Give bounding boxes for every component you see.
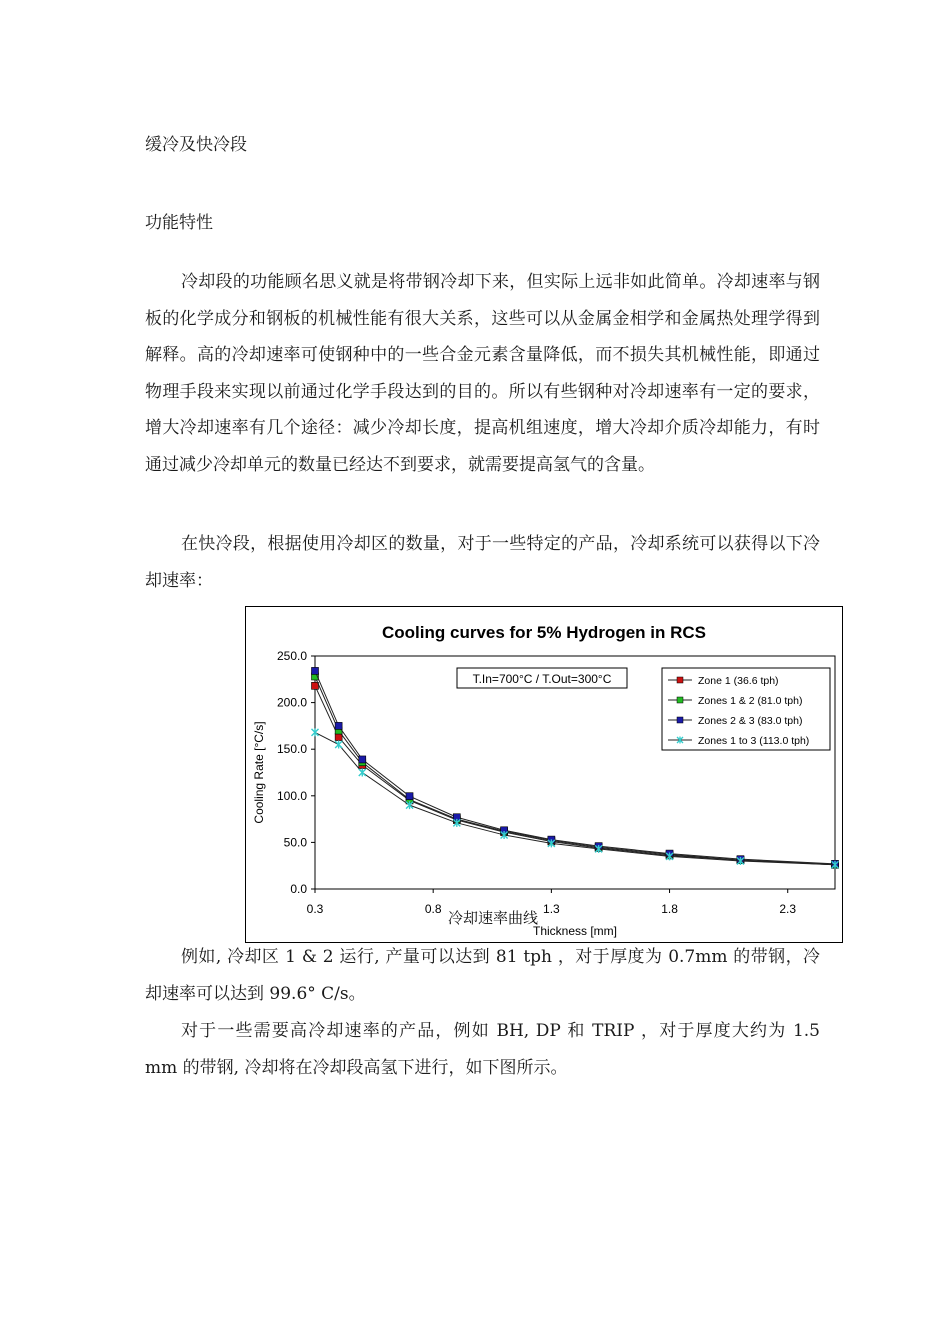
paragraph-fast-cooling: 在快冷段，根据使用冷却区的数量，对于一些特定的产品，冷却系统可以获得以下冷却速率： [145,534,820,591]
cooling-curves-chart [245,606,843,943]
legend-label: Zones 1 to 3 (113.0 tph) [698,735,810,747]
data-point [359,756,366,763]
x-axis-title: Thickness [mm] [532,924,618,938]
figure-caption: 冷却速率曲线 [448,909,539,927]
legend-label: Zones 1 & 2 (81.0 tph) [698,695,803,707]
y-tick-label: 0.0 [290,882,307,896]
y-tick-label: 100.0 [276,788,307,803]
data-point [406,793,413,800]
data-point [335,722,342,729]
legend-label: Zone 1 (36.6 tph) [698,675,779,687]
heading-function: 功能特性 [145,213,213,233]
legend-label: Zones 2 & 3 (83.0 tph) [698,715,803,727]
heading-slow-fast-cooling: 缓冷及快冷段 [145,135,247,155]
x-tick-label: 0.3 [306,902,324,916]
x-tick-label: 2.3 [779,902,797,916]
legend-marker [677,697,683,703]
x-tick-label: 1.3 [543,902,560,916]
chart-svg [246,607,842,942]
data-point [312,667,319,674]
legend-marker [677,717,683,723]
y-axis-title: Cooling Rate [°C/s] [252,721,266,824]
paragraph-example: 例如, 冷却区 1 & 2 运行, 产量可以达到 81 tph ，对于厚度为 0.7mm 的带钢，冷却速率可以达到 99.6° C/s。 [145,947,820,1004]
legend-marker [677,677,683,683]
annotation-text: T.In=700°C / T.Out=300°C [472,672,612,686]
paragraph-high-rate-products: 对于一些需要高冷却速率的产品，例如 BH, DP 和 TRIP ，对于厚度大约为 1.5 mm 的带钢, 冷却将在冷却段高氢下进行，如下图所示。 [145,1021,820,1078]
paragraph-cooling-intro: 冷却段的功能顾名思义就是将带钢冷却下来，但实际上远非如此简单。冷却速率与钢板的化学成分和钢板的机械性能有很大关系，这些可以从金属金相学和金属热处理学得到解释。高的冷却速率可使钢种中的一些合金元素含量降低，而不损失其机械性能，即通过物理手段来实现以前通过化学手段达到的目的。所以有些钢种对冷却速率有一定的要求，增大冷却速率有几个途径：减少冷却长度，提高机组速度，增大冷却介质冷却能力，有时通过减少冷却单元的数量已经达不到要求，就需要提高氢气的含量。 [145,272,820,475]
y-tick-label: 150.0 [276,742,307,757]
x-tick-label: 0.8 [424,902,442,916]
chart-title: Cooling curves for 5% Hydrogen in RCS [382,623,706,642]
data-point [312,682,319,689]
y-tick-label: 200.0 [276,695,307,710]
x-tick-label: 1.8 [661,902,678,916]
y-tick-label: 50.0 [283,835,307,850]
y-tick-label: 250.0 [276,649,307,663]
